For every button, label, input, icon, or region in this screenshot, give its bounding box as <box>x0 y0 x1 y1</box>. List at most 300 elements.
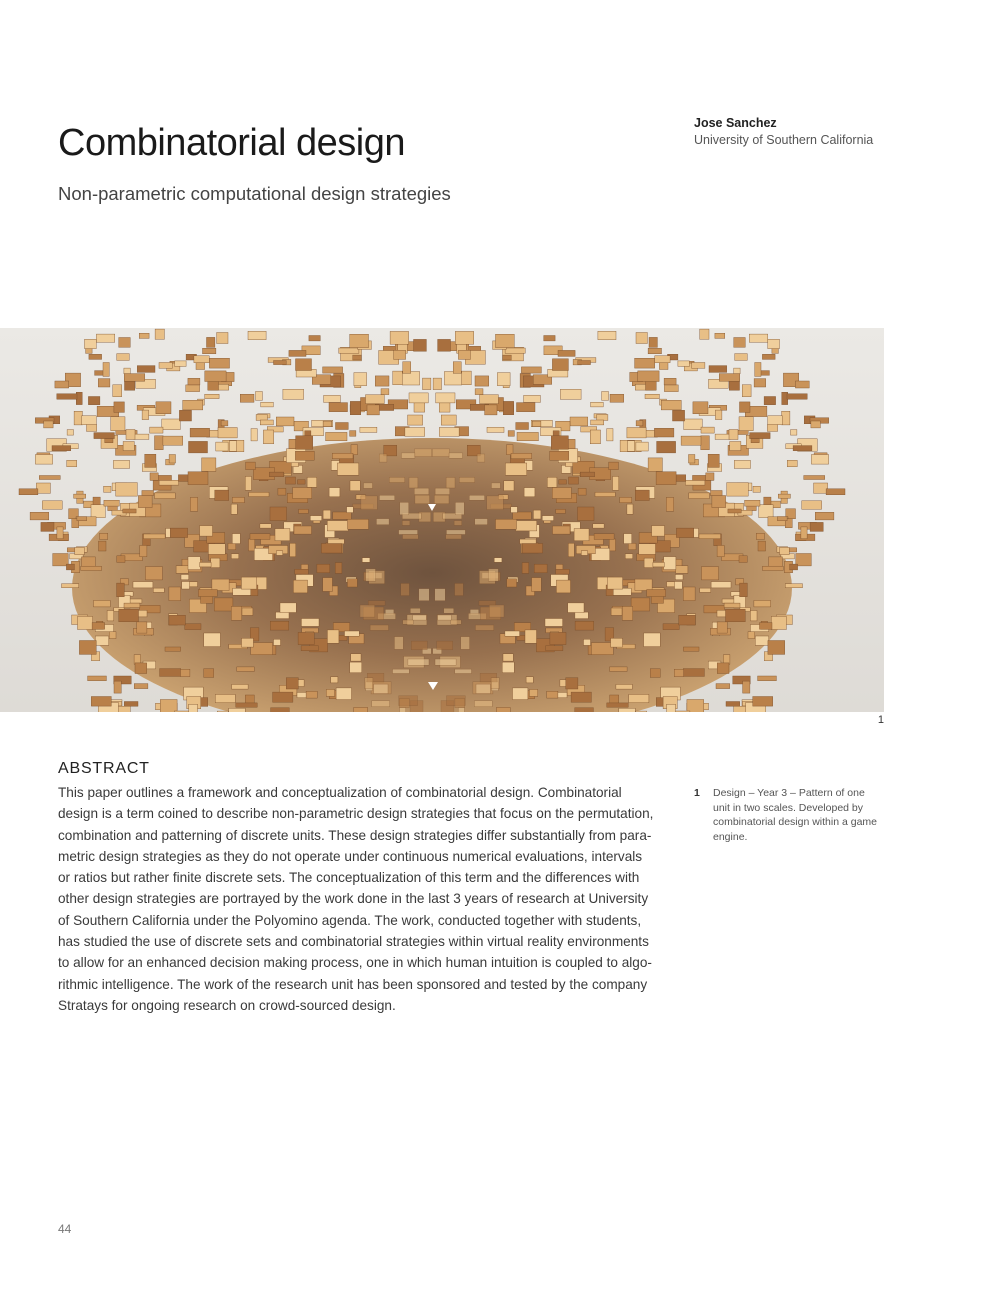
wood-block <box>114 681 121 693</box>
wood-block <box>394 350 406 359</box>
wood-block <box>522 544 542 554</box>
wood-block <box>778 494 790 498</box>
wood-block <box>553 526 571 534</box>
wood-block <box>91 505 105 518</box>
wood-block <box>678 361 690 367</box>
wood-block <box>607 703 628 707</box>
wood-block <box>745 500 760 506</box>
wood-block <box>595 492 615 496</box>
wood-block <box>374 684 388 694</box>
wood-block <box>559 480 567 484</box>
wood-block <box>664 385 678 392</box>
wood-block <box>435 659 456 665</box>
wood-block <box>41 522 54 531</box>
wood-block <box>163 436 183 445</box>
wood-block <box>782 411 790 425</box>
wood-block <box>505 463 526 475</box>
wood-block <box>237 667 255 672</box>
wood-block <box>591 402 604 407</box>
wood-block <box>113 460 129 468</box>
wood-block <box>511 507 518 513</box>
wood-block <box>496 707 510 712</box>
wood-block <box>748 632 755 639</box>
wood-block <box>550 632 566 644</box>
wood-block <box>525 630 537 643</box>
wood-block <box>111 417 125 431</box>
wood-block <box>458 708 464 713</box>
wood-block <box>522 563 529 574</box>
wood-block <box>693 402 708 414</box>
wood-block <box>455 331 474 344</box>
wood-block <box>336 688 351 700</box>
wood-block <box>622 606 632 620</box>
wood-block <box>480 395 499 404</box>
wood-block <box>415 495 430 504</box>
wood-block <box>787 394 807 400</box>
wood-block <box>625 554 633 559</box>
wood-block <box>350 481 360 491</box>
wood-block <box>67 460 77 466</box>
wood-block <box>169 615 186 625</box>
wood-block <box>631 598 650 611</box>
wood-block <box>455 669 472 673</box>
wood-block <box>269 472 283 477</box>
wood-block <box>104 500 119 506</box>
wood-block <box>138 496 152 508</box>
wood-block <box>455 699 465 708</box>
caption-line: engine. <box>713 830 748 843</box>
abstract-line: of Southern California under the Polyomino agenda. The work, conducted together with students, <box>58 912 642 928</box>
wood-block <box>598 331 616 340</box>
wood-block <box>183 400 203 410</box>
wood-block <box>123 442 134 451</box>
wood-block <box>99 541 107 551</box>
wood-block <box>217 333 228 344</box>
wood-block <box>366 395 385 404</box>
wood-block <box>372 701 390 707</box>
wood-block <box>706 473 714 480</box>
wood-block <box>205 371 226 382</box>
wood-block <box>140 545 147 556</box>
abstract-line: has studied the use of discrete sets and combinatorial strategies within virtual reality environments <box>58 934 649 950</box>
wood-block <box>502 662 514 673</box>
wood-block <box>67 430 73 436</box>
wood-block <box>611 638 623 647</box>
wood-block <box>248 331 266 340</box>
wood-block <box>393 669 410 673</box>
abstract-line: design is a term coined to describe non-parametric design strategies that focus on the permutation, <box>58 806 654 822</box>
wood-block <box>438 339 451 351</box>
wood-block <box>52 446 71 451</box>
wood-block <box>575 708 594 712</box>
wood-block <box>546 646 563 651</box>
abstract-line: combination and patterning of discrete units. These design strategies differ substantially from para- <box>58 827 652 843</box>
wood-block <box>57 394 77 400</box>
wood-block <box>290 543 296 556</box>
wood-block <box>402 372 419 386</box>
wood-block <box>256 392 263 401</box>
wood-block <box>250 534 270 540</box>
wood-block <box>675 582 683 590</box>
wood-block <box>609 539 615 551</box>
wood-block <box>708 454 719 467</box>
wood-block <box>811 421 821 428</box>
wood-block <box>551 436 568 450</box>
wood-block <box>475 519 488 525</box>
wood-block <box>350 662 362 673</box>
wood-block <box>475 376 489 386</box>
wood-block <box>353 355 362 360</box>
wood-block <box>534 564 547 573</box>
wood-block <box>644 558 653 568</box>
wood-block <box>381 389 389 395</box>
wood-block <box>109 632 116 639</box>
wood-block <box>256 415 267 421</box>
wood-block <box>329 488 340 497</box>
wood-block <box>203 348 216 354</box>
wood-block <box>218 428 237 438</box>
wood-block <box>215 490 229 500</box>
wood-block <box>200 698 208 707</box>
wood-block <box>610 667 628 672</box>
wood-block <box>142 410 149 420</box>
wood-block <box>507 579 517 587</box>
wood-block <box>126 430 135 440</box>
wood-block <box>419 589 429 601</box>
wood-block <box>505 348 525 353</box>
wood-block <box>715 434 730 439</box>
wood-block <box>575 612 588 619</box>
wood-block <box>503 654 513 661</box>
wood-block <box>491 483 500 489</box>
wood-block <box>347 507 354 513</box>
wood-block <box>699 534 721 539</box>
wood-block <box>628 543 636 549</box>
wood-block <box>701 436 710 450</box>
wood-block <box>711 582 731 588</box>
wood-block <box>676 566 688 574</box>
wood-block <box>444 608 454 613</box>
wood-block <box>401 453 415 458</box>
wood-block <box>274 639 281 645</box>
wood-block <box>683 669 704 677</box>
wood-block <box>231 504 237 514</box>
wood-block <box>504 481 514 491</box>
wood-block <box>684 419 702 430</box>
wood-block <box>793 446 812 451</box>
wood-block <box>667 704 676 712</box>
wood-block <box>459 477 474 482</box>
wood-block <box>160 700 177 713</box>
wood-block <box>364 483 373 489</box>
wood-block <box>174 711 189 712</box>
wood-block <box>368 601 385 606</box>
wood-block <box>273 692 293 702</box>
wood-block <box>139 333 149 338</box>
wood-block <box>159 480 179 485</box>
wood-block <box>119 338 131 348</box>
wood-block <box>700 329 709 339</box>
wood-block <box>204 669 214 678</box>
wood-block <box>370 625 388 630</box>
wood-block <box>116 483 138 497</box>
wood-block <box>656 472 676 485</box>
author-block <box>694 115 873 149</box>
wood-block <box>160 669 181 677</box>
abstract-line: rithmic intelligence. The work of the research unit has been sponsored and tested by the company <box>58 976 648 992</box>
wood-block <box>415 449 432 457</box>
wood-block <box>711 491 723 496</box>
wood-block <box>437 641 453 650</box>
wood-block <box>810 522 823 531</box>
wood-block <box>578 361 591 365</box>
wood-block <box>724 603 740 608</box>
wood-block <box>331 677 338 683</box>
wood-block <box>636 711 647 712</box>
wood-block <box>702 567 719 580</box>
wood-block <box>524 488 535 497</box>
wood-block <box>439 428 459 437</box>
wood-block <box>144 534 166 539</box>
wood-block <box>309 336 320 341</box>
wood-block <box>726 702 740 707</box>
wood-block <box>88 397 100 405</box>
wood-block <box>117 556 125 563</box>
wood-block <box>389 477 404 482</box>
wood-block <box>649 337 657 347</box>
wood-block <box>497 373 510 386</box>
wood-block <box>117 583 125 597</box>
wood-block <box>477 454 485 462</box>
wood-block <box>435 589 445 601</box>
wood-block <box>574 529 589 541</box>
wood-block <box>189 704 198 712</box>
wood-block <box>241 577 256 589</box>
wood-block <box>716 684 730 689</box>
wood-block <box>399 530 418 535</box>
wood-block <box>301 619 319 627</box>
wood-block <box>271 708 290 712</box>
wood-block <box>717 663 729 674</box>
wood-block <box>526 677 533 683</box>
wood-block <box>432 449 449 457</box>
wood-block <box>263 430 273 444</box>
wood-block <box>435 488 450 495</box>
wood-block <box>323 367 343 373</box>
wood-block <box>350 334 369 347</box>
wood-block <box>578 488 586 495</box>
wood-block <box>726 609 746 622</box>
wood-block <box>753 697 773 707</box>
wood-block <box>648 348 661 354</box>
wood-block <box>826 489 845 495</box>
wood-block <box>367 405 379 415</box>
wood-block <box>188 472 208 485</box>
wood-block <box>232 497 244 503</box>
wood-block <box>408 415 423 425</box>
wood-block <box>491 678 499 689</box>
wood-block <box>283 389 304 399</box>
wood-block <box>179 410 191 421</box>
wood-block <box>524 395 541 402</box>
wood-block <box>759 505 773 518</box>
wood-block <box>683 647 699 651</box>
wood-block <box>169 455 175 464</box>
wood-block <box>307 477 317 487</box>
wood-block <box>811 455 828 465</box>
wood-block <box>578 507 595 521</box>
wood-block <box>550 451 569 460</box>
wood-block <box>87 425 97 432</box>
wood-block <box>326 689 334 696</box>
wood-block <box>664 378 676 385</box>
wood-block <box>594 534 614 540</box>
wood-block <box>701 427 714 433</box>
wood-block <box>461 637 470 650</box>
wood-block <box>400 502 409 515</box>
wood-block <box>700 588 711 592</box>
wood-block <box>719 374 740 382</box>
abstract-heading: ABSTRACT <box>58 760 150 777</box>
wood-block <box>455 583 464 595</box>
wood-block <box>345 631 360 636</box>
wood-block <box>310 516 321 521</box>
wood-block <box>790 564 798 570</box>
wood-block <box>645 394 659 398</box>
wood-block <box>496 519 517 529</box>
wood-block <box>520 539 536 544</box>
wood-block <box>469 495 484 500</box>
wood-block <box>155 329 164 339</box>
caption-line: Design – Year 3 – Pattern of one <box>713 787 865 799</box>
wood-block <box>571 692 591 702</box>
wood-block <box>276 612 289 619</box>
wood-block <box>814 483 828 493</box>
wood-block <box>165 647 181 651</box>
wood-block <box>365 678 373 689</box>
wood-block <box>740 402 751 413</box>
wood-block <box>323 578 333 592</box>
wood-block <box>487 496 503 510</box>
wood-block <box>687 700 704 713</box>
wood-block <box>360 605 375 617</box>
wood-block <box>673 410 685 421</box>
wood-block <box>517 432 538 440</box>
wood-block <box>94 600 111 607</box>
author-name: Jose Sanchez <box>694 116 777 130</box>
wood-block <box>327 630 339 643</box>
wood-block <box>663 624 679 630</box>
wood-block <box>295 569 309 574</box>
wood-block <box>347 579 357 587</box>
wood-block <box>66 564 74 570</box>
wood-block <box>105 439 113 443</box>
wood-block <box>137 366 155 373</box>
wood-block <box>654 428 674 437</box>
wood-block <box>77 517 87 521</box>
wood-block <box>620 497 632 503</box>
wood-block <box>328 539 344 544</box>
wood-block <box>545 619 563 627</box>
wood-block <box>375 376 389 386</box>
wood-block <box>508 431 514 437</box>
wood-block <box>348 519 369 529</box>
wood-block <box>401 583 410 595</box>
wood-block <box>730 442 741 451</box>
abstract-line: other design strategies are portrayed by the work done in the last 3 years of research at University <box>58 891 649 907</box>
wood-block <box>533 510 541 519</box>
wood-block <box>94 433 115 439</box>
wood-block <box>145 567 162 580</box>
wood-block <box>207 337 215 347</box>
wood-block <box>229 708 246 712</box>
wood-block <box>739 556 747 563</box>
caption-line: combinatorial design within a game <box>713 816 878 828</box>
wood-block <box>446 530 465 535</box>
wood-block <box>88 676 107 681</box>
wood-block <box>815 512 834 520</box>
wood-block <box>532 578 542 592</box>
wood-block <box>117 354 129 361</box>
wood-block <box>242 638 254 647</box>
wood-block <box>791 430 797 436</box>
wood-block <box>231 606 241 620</box>
wood-block <box>409 477 418 488</box>
wood-block <box>560 389 581 399</box>
wood-block <box>454 521 462 526</box>
wood-block <box>200 526 213 537</box>
wood-block <box>89 354 102 359</box>
wood-block <box>124 368 130 374</box>
wood-block <box>394 637 403 650</box>
wood-block <box>39 476 60 480</box>
wood-block <box>453 362 461 374</box>
wood-block <box>664 557 676 570</box>
wood-block <box>170 528 187 537</box>
wood-block <box>547 691 558 698</box>
wood-block <box>198 590 217 597</box>
wood-block <box>91 697 111 707</box>
wood-block <box>260 420 273 425</box>
wood-block <box>676 528 693 537</box>
wood-block <box>434 495 449 504</box>
wood-block <box>274 361 287 365</box>
wood-block <box>186 385 200 392</box>
wood-block <box>103 363 109 377</box>
wood-block <box>376 519 389 525</box>
wood-block <box>458 350 470 359</box>
wood-block <box>104 486 111 492</box>
wood-block <box>351 654 361 661</box>
wood-block <box>685 480 705 485</box>
wood-block <box>639 544 656 555</box>
wood-block <box>487 427 504 432</box>
wood-block <box>62 584 79 588</box>
abstract-line: to allow for an enhanced decision making process, one in which human intuition is coupled to algo- <box>58 955 652 971</box>
wood-block <box>390 331 409 344</box>
wood-block <box>750 433 771 439</box>
wood-block <box>566 678 578 689</box>
wood-block <box>176 566 188 574</box>
wood-block <box>734 460 750 468</box>
wood-block <box>200 562 211 567</box>
wood-block <box>804 476 825 480</box>
wood-block <box>188 557 200 570</box>
wood-block <box>650 669 660 678</box>
wood-block <box>276 551 282 556</box>
wood-block <box>433 378 441 390</box>
wood-block <box>607 577 622 589</box>
